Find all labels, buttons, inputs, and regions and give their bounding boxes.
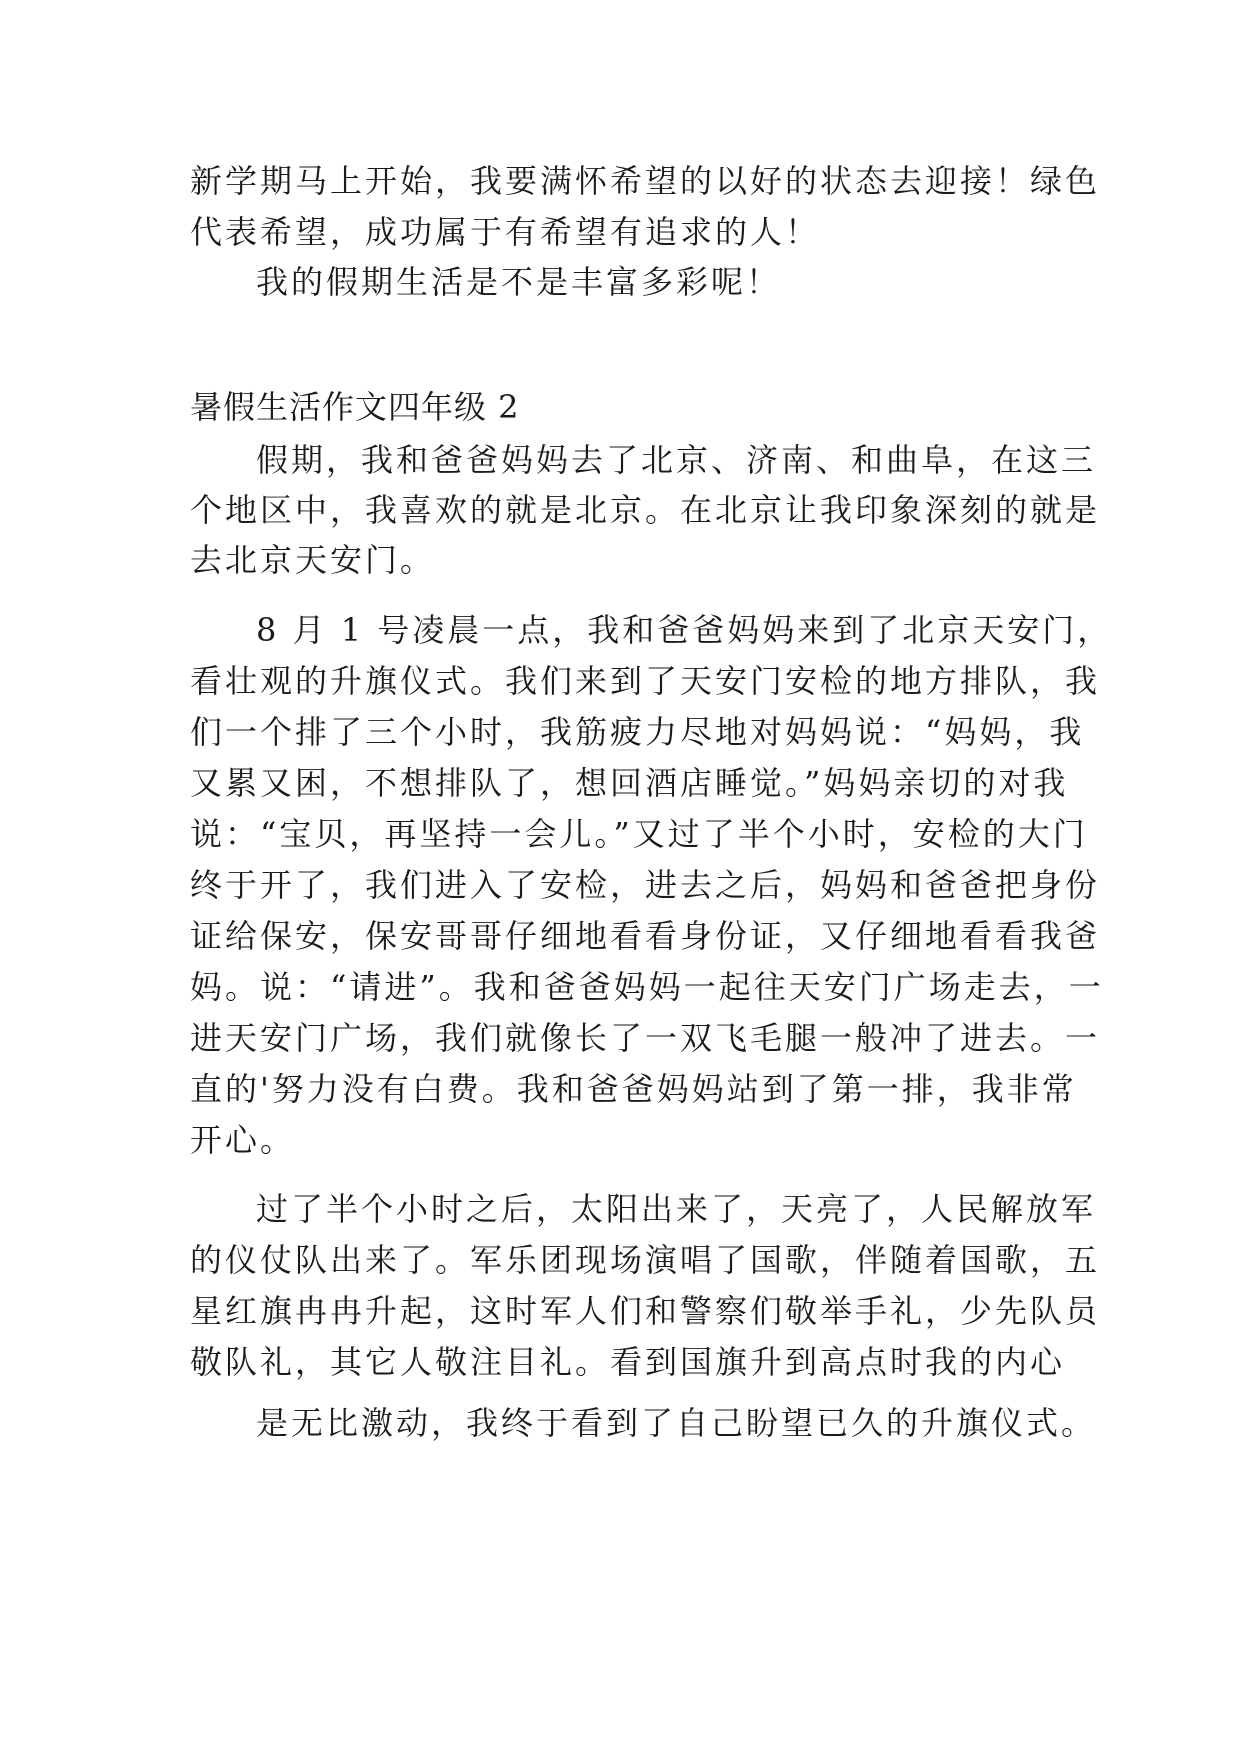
text-line: 是无比激动，我终于看到了自己盼望已久的升旗仪式。 — [256, 1404, 1097, 1442]
text-line: 敬队礼，其它人敬注目礼。看到国旗升到高点时我的内心 — [190, 1343, 1066, 1381]
text-line: 开心。 — [190, 1121, 296, 1159]
text-line: 我的假期生活是不是丰富多彩呢！ — [256, 263, 782, 301]
text-line: 假期，我和爸爸妈妈去了北京、济南、和曲阜，在这三 — [256, 441, 1097, 479]
section-heading: 暑假生活作文四年级 2 — [190, 388, 520, 426]
text-line: 进天安门广场，我们就像长了一双飞毛腿一般冲了进去。一 — [190, 1019, 1101, 1057]
text-line: 证给保安，保安哥哥仔细地看看身份证，又仔细地看看我爸 — [190, 917, 1101, 955]
text-line: 看壮观的升旗仪式。我们来到了天安门安检的地方排队，我 — [190, 662, 1101, 700]
text-line: 个地区中，我喜欢的就是北京。在北京让我印象深刻的就是 — [190, 491, 1101, 529]
text-line: 星红旗冉冉升起，这时军人们和警察们敬举手礼，少先队员 — [190, 1292, 1101, 1330]
text-line: 直的'努力没有白费。我和爸爸妈妈站到了第一排，我非常 — [190, 1070, 1077, 1108]
text-line: 又累又困，不想排队了，想回酒店睡觉。”妈妈亲切的对我 — [190, 764, 1069, 802]
text-line: 的仪仗队出来了。军乐团现场演唱了国歌，伴随着国歌，五 — [190, 1241, 1101, 1279]
text-line: 8 月 1 号凌晨一点，我和爸爸妈妈来到了北京天安门， — [256, 611, 1113, 649]
text-line: 代表希望，成功属于有希望有追求的人！ — [190, 213, 821, 251]
text-line: 说：“宝贝，再坚持一会儿。”又过了半个小时，安检的大门 — [190, 815, 1088, 853]
text-line: 们一个排了三个小时，我筋疲力尽地对妈妈说：“妈妈，我 — [190, 713, 1085, 751]
text-line: 去北京天安门。 — [190, 541, 436, 579]
text-line: 新学期马上开始，我要满怀希望的以好的状态去迎接！绿色 — [190, 162, 1101, 200]
text-line: 终于开了，我们进入了安检，进去之后，妈妈和爸爸把身份 — [190, 866, 1101, 904]
text-line: 妈。说：“请进”。我和爸爸妈妈一起往天安门广场走去，一 — [190, 968, 1104, 1006]
text-line: 过了半个小时之后，太阳出来了，天亮了，人民解放军 — [256, 1190, 1097, 1228]
